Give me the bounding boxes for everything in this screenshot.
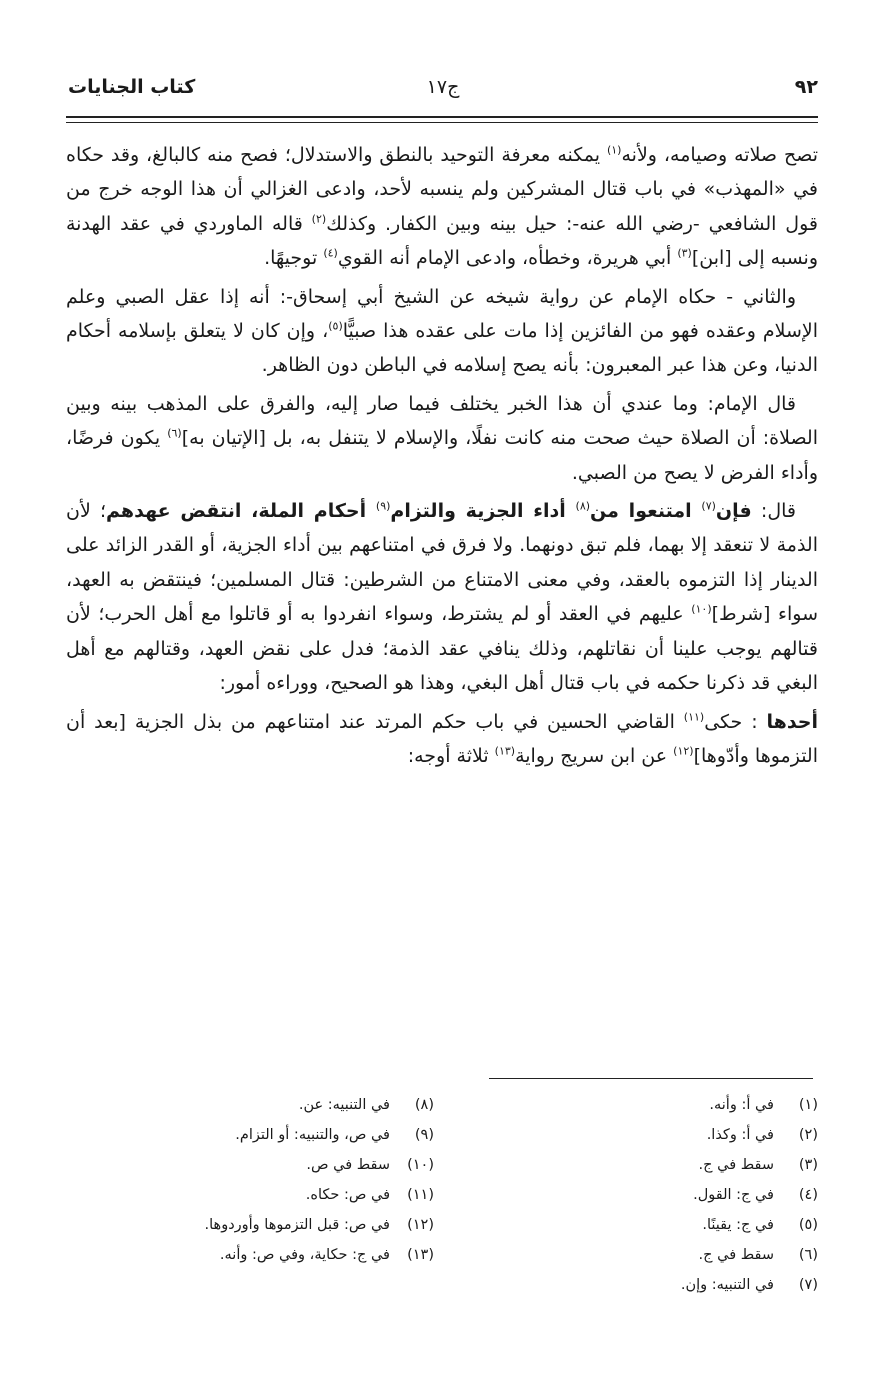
footnote-text: في ج: يقينًا. (702, 1217, 774, 1233)
footnote-item (74, 1120, 434, 1150)
footnote-marker: (١٣) (494, 744, 516, 758)
footnote-item (458, 1180, 818, 1210)
footnote-number: (٢) (798, 1127, 818, 1143)
matn-text: امتنعوا من (590, 500, 702, 523)
footnote-item (74, 1180, 434, 1210)
footnote-text: سقط في ج. (698, 1157, 774, 1173)
footnote-marker: (١٠) (691, 602, 712, 616)
header-rule-thin (66, 122, 818, 123)
footnote-text: في ص: قبل التزموها وأوردوها. (204, 1217, 390, 1233)
footnote-item (74, 1150, 434, 1180)
matn-text: أداء الجزية والتزام (390, 500, 576, 523)
matn-text: أحدها (766, 710, 819, 733)
page-number: ٩٢ (794, 76, 818, 98)
paragraph (66, 705, 818, 774)
footnote-number: (٩) (414, 1127, 434, 1143)
footnote-text: في ص، والتنبيه: أو التزام. (235, 1127, 390, 1143)
text-run: القاضي الحسين في باب حكم المرتد عند امتناعهم من بذل الجزية [بعد أن التزموها وأدّوها] (66, 710, 818, 767)
footnote-item (458, 1210, 818, 1240)
footnote-text: في ج: حكاية، وفي ص: وأنه. (219, 1247, 390, 1263)
footnote-marker: (٥) (328, 319, 343, 333)
text-run: أبي هريرة، وخطأه، وادعى الإمام أنه القوي (337, 247, 678, 270)
text-run: عليهم في العقد أو لم يشترط، وسواء انفردوا به أو قاتلوا مع أهل الحرب؛ لأن قتالهم يوجب علينا أن نقاتلهم، وذلك ينافي عقد الذمة؛ فدل على نقض العهد، وقتالهم مع أهل البغي قد ذكرنا حكمه في باب قتال أهل البغي، وهذا هو الصحيح، ووراءه أمور: (66, 603, 818, 695)
footnote-number: (٣) (798, 1157, 818, 1173)
footnote-item (74, 1240, 434, 1270)
running-header (68, 74, 818, 110)
main-text (66, 138, 818, 777)
footnote-text: سقط في ص. (306, 1157, 390, 1173)
footnote-separator (489, 1078, 813, 1079)
paragraph (66, 387, 818, 490)
footnote-number: (٦) (798, 1247, 818, 1263)
footnote-item (74, 1210, 434, 1240)
footnote-marker: (١) (606, 143, 622, 157)
footnote-number: (١) (798, 1097, 818, 1113)
text-run: قاله الماوردي في عقد الهدنة ونسبه إلى [ابن] (66, 212, 818, 270)
footnote-item (458, 1090, 818, 1120)
footnote-marker: (١٢) (673, 744, 694, 758)
footnote-number: (٧) (798, 1277, 818, 1293)
matn-text: فإن (715, 500, 752, 523)
footnote-text: في ص: حكاه. (305, 1187, 390, 1203)
footnote-number: (٥) (798, 1217, 818, 1233)
footnote-text: في أ: وأنه. (709, 1097, 774, 1113)
text-run: ثلاثة أوجه: (407, 744, 495, 767)
footnote-column-right (458, 1090, 818, 1300)
footnote-marker: (٩) (375, 499, 391, 513)
paragraph (66, 280, 818, 383)
footnote-text: في التنبيه: عن. (298, 1097, 390, 1113)
footnote-column-left (74, 1090, 434, 1270)
text-run: ، وإن كان لا يتعلق بإسلامه أحكام الدنيا، وعن هذا عبر المعبرون: بأنه يصح إسلامه في الباطن دون الظاهر. (66, 320, 818, 377)
footnote-number: (١٣) (407, 1247, 434, 1263)
text-run: عن ابن سريج رواية (515, 744, 674, 767)
header-rule-thick (66, 116, 818, 118)
matn-text: أحكام الملة، انتقض عهدهم (106, 500, 376, 523)
footnote-marker: (٨) (575, 499, 591, 513)
book-title: كتاب الجنايات (68, 76, 196, 98)
footnote-number: (٤) (798, 1187, 818, 1203)
volume-number: ج١٧ (426, 76, 460, 98)
footnote-marker: (٤) (323, 246, 338, 260)
footnote-item (458, 1150, 818, 1180)
footnote-marker: (١١) (683, 710, 705, 724)
footnote-number: (١٢) (407, 1217, 434, 1233)
text-run: ؛ لأن الذمة لا تنعقد إلا بهما، فلم تبق دونهما. ولا فرق في امتناعهم بين أداء الجزية، أو القدر الزائد على الدينار إذا التزموه بالعقد، وفي معنى الامتناع من الشرطين: قتال المسلمين؛ فينتقض به العهد، سواء [شرط] (66, 500, 818, 626)
footnote-text: في التنبيه: وإن. (680, 1277, 774, 1293)
text-run: قال الإمام: وما عندي أن هذا الخبر يختلف فيما صار إليه، والفرق على المذهب بينه وبين الصلاة: أن الصلاة حيث صحت منه كانت نفلًا، والإسلام لا يتنفل به، بل [الإتيان به] (66, 392, 818, 450)
footnote-number: (١٠) (407, 1157, 434, 1173)
footnote-text: سقط في ج. (698, 1247, 774, 1263)
footnote-marker: (٣) (677, 246, 692, 260)
footnote-text: في أ: وكذا. (706, 1127, 774, 1143)
footnote-marker: (٢) (311, 212, 327, 226)
text-run: تصح صلاته وصيامه، ولأنه (621, 144, 819, 166)
text-run: قال: (751, 500, 796, 523)
footnote-item (458, 1120, 818, 1150)
footnote-marker: (٧) (701, 499, 716, 513)
footnote-number: (١١) (407, 1187, 434, 1203)
text-run: يمكنه معرفة التوحيد بالنطق والاستدلال؛ فصح منه كالبالغ، وقد حكاه في «المهذب» في باب قتال المشركين ولم ينسبه لأحد، وادعى الغزالي أن هذا الوجه خرج من قول الشافعي -رضي الله عنه-: حيل بينه وبين الكفار. وكذلك (66, 144, 818, 235)
text-run: : حكى (704, 710, 767, 733)
text-run: والثاني - حكاه الإمام عن رواية شيخه عن الشيخ أبي إسحاق-: أنه إذا عقل الصبي وعلم الإسلام وعقده فهو من الفائزين إذا مات على عقده هذا صبيًّا (66, 285, 818, 343)
footnote-item (458, 1270, 818, 1300)
footnote-number: (٨) (414, 1097, 434, 1113)
paragraph (66, 494, 818, 700)
text-run: توجيهًا. (264, 247, 324, 270)
footnote-item (458, 1240, 818, 1270)
text-run: يكون فرضًا، وأداء الفرض لا يصح من الصبي. (66, 427, 818, 484)
footnote-item (74, 1090, 434, 1120)
footnote-marker: (٦) (167, 426, 182, 440)
footnote-text: في ج: القول. (693, 1187, 774, 1203)
paragraph (66, 138, 818, 276)
